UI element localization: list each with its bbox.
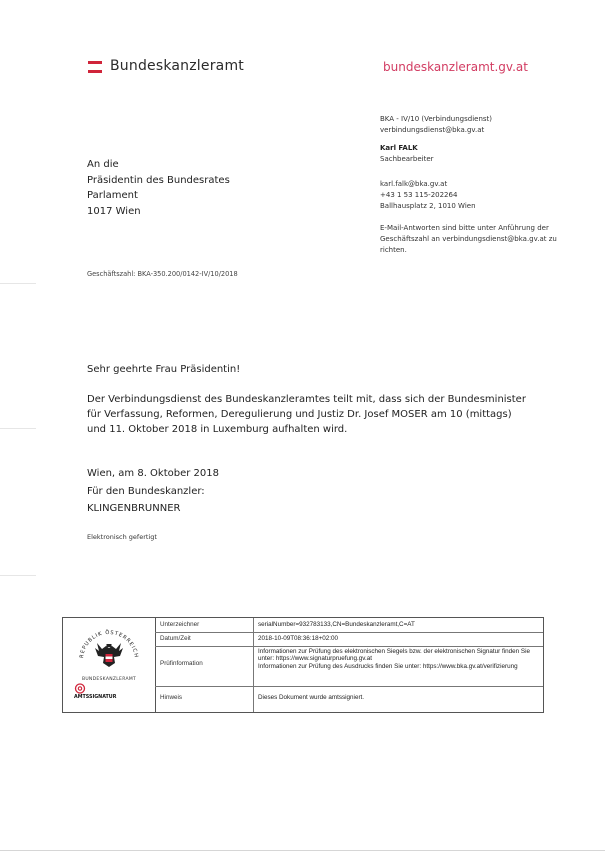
- site-url-link[interactable]: bundeskanzleramt.gv.at: [383, 60, 528, 74]
- electronic-note: Elektronisch gefertigt: [87, 533, 157, 541]
- recipient-address: [87, 157, 230, 219]
- amtssignatur-badge: AMTSSIGNATUR: [74, 695, 117, 700]
- table-row: [155, 632, 543, 647]
- row-value: 2018-10-09T08:36:18+02:00: [258, 635, 339, 642]
- recipient-line: Parlament: [87, 190, 138, 201]
- row-label: Datum/Zeit: [160, 635, 191, 642]
- on-behalf: Für den Bundeskanzler:: [87, 485, 205, 497]
- officer-title: Sachbearbeiter: [380, 155, 434, 163]
- recipient-line: Präsidentin des Bundesrates: [87, 174, 230, 186]
- row-value: serialNumber=932783133,CN=Bundeskanzleramt,C=AT: [258, 621, 415, 628]
- row-value: Dieses Dokument wurde amtssigniert.: [258, 694, 365, 701]
- table-row: [155, 646, 543, 687]
- row-value: [258, 648, 533, 670]
- officer-address: Ballhausplatz 2, 1010 Wien: [380, 202, 476, 210]
- signer-name: KLINGENBRUNNER: [87, 503, 181, 514]
- department-email[interactable]: verbindungsdienst@bka.gv.at: [380, 126, 485, 134]
- svg-text:REPUBLIK ÖSTERREICH: REPUBLIK ÖSTERREICH: [79, 629, 140, 659]
- email-note: E-Mail-Antworten sind bitte unter Anführung der Geschäftszahl an verbindungsdienst@bka.gv.at zu richten.: [380, 224, 557, 254]
- letter-body: Der Verbindungsdienst des Bundeskanzleramtes teilt mit, dass sich der Bundesminister für Verfassung, Reformen, Deregulierung und Justiz Dr. Josef MOSER am 10 (mittags) und 11. Oktober 2018 in Luxemburg aufhalten wird.: [87, 394, 526, 435]
- department-block: [380, 114, 492, 136]
- recipient-line: An die: [87, 159, 119, 170]
- margin-mark: [0, 575, 36, 576]
- org-name: Bundeskanzleramt: [110, 58, 244, 74]
- file-number: Geschäftszahl: BKA-350.200/0142-IV/10/2018: [87, 270, 238, 278]
- verification-info-print: Informationen zur Prüfung des Ausdrucks finden Sie unter: https://www.bka.gv.at/verifizierung: [258, 662, 518, 670]
- officer-phone: +43 1 53 115-202264: [380, 191, 458, 199]
- signature-lines: [87, 465, 219, 518]
- signature-table: [62, 617, 544, 713]
- seal-label: BUNDESKANZLERAMT: [81, 677, 137, 682]
- austria-flag-logo: [88, 60, 102, 74]
- table-row: [155, 686, 543, 712]
- officer-name: Karl FALK: [380, 144, 418, 152]
- officer-email[interactable]: karl.falk@bka.gv.at: [380, 180, 448, 188]
- row-label: Unterzeichner: [160, 621, 200, 628]
- officer-contact: [380, 179, 476, 212]
- amtssignatur-icon: [74, 683, 86, 694]
- official-seal: [63, 618, 156, 712]
- row-label: Prüfinformation: [160, 660, 203, 667]
- verification-info-seal: Informationen zur Prüfung des elektronischen Siegels bzw. der elektronischen Signatur finden Sie unter: https://www.signaturpruefung.gv.at: [258, 648, 530, 663]
- table-row: [155, 618, 543, 633]
- place-date: Wien, am 8. Oktober 2018: [87, 468, 220, 479]
- margin-mark: [0, 428, 36, 429]
- page-edge: [0, 850, 605, 851]
- greeting: Sehr geehrte Frau Präsidentin!: [87, 364, 241, 375]
- row-label: Hinweis: [160, 694, 183, 701]
- department-name: BKA - IV/10 (Verbindungsdienst): [380, 115, 493, 123]
- eagle-seal-icon: [73, 622, 145, 678]
- recipient-line: 1017 Wien: [87, 205, 141, 217]
- margin-mark: [0, 283, 36, 284]
